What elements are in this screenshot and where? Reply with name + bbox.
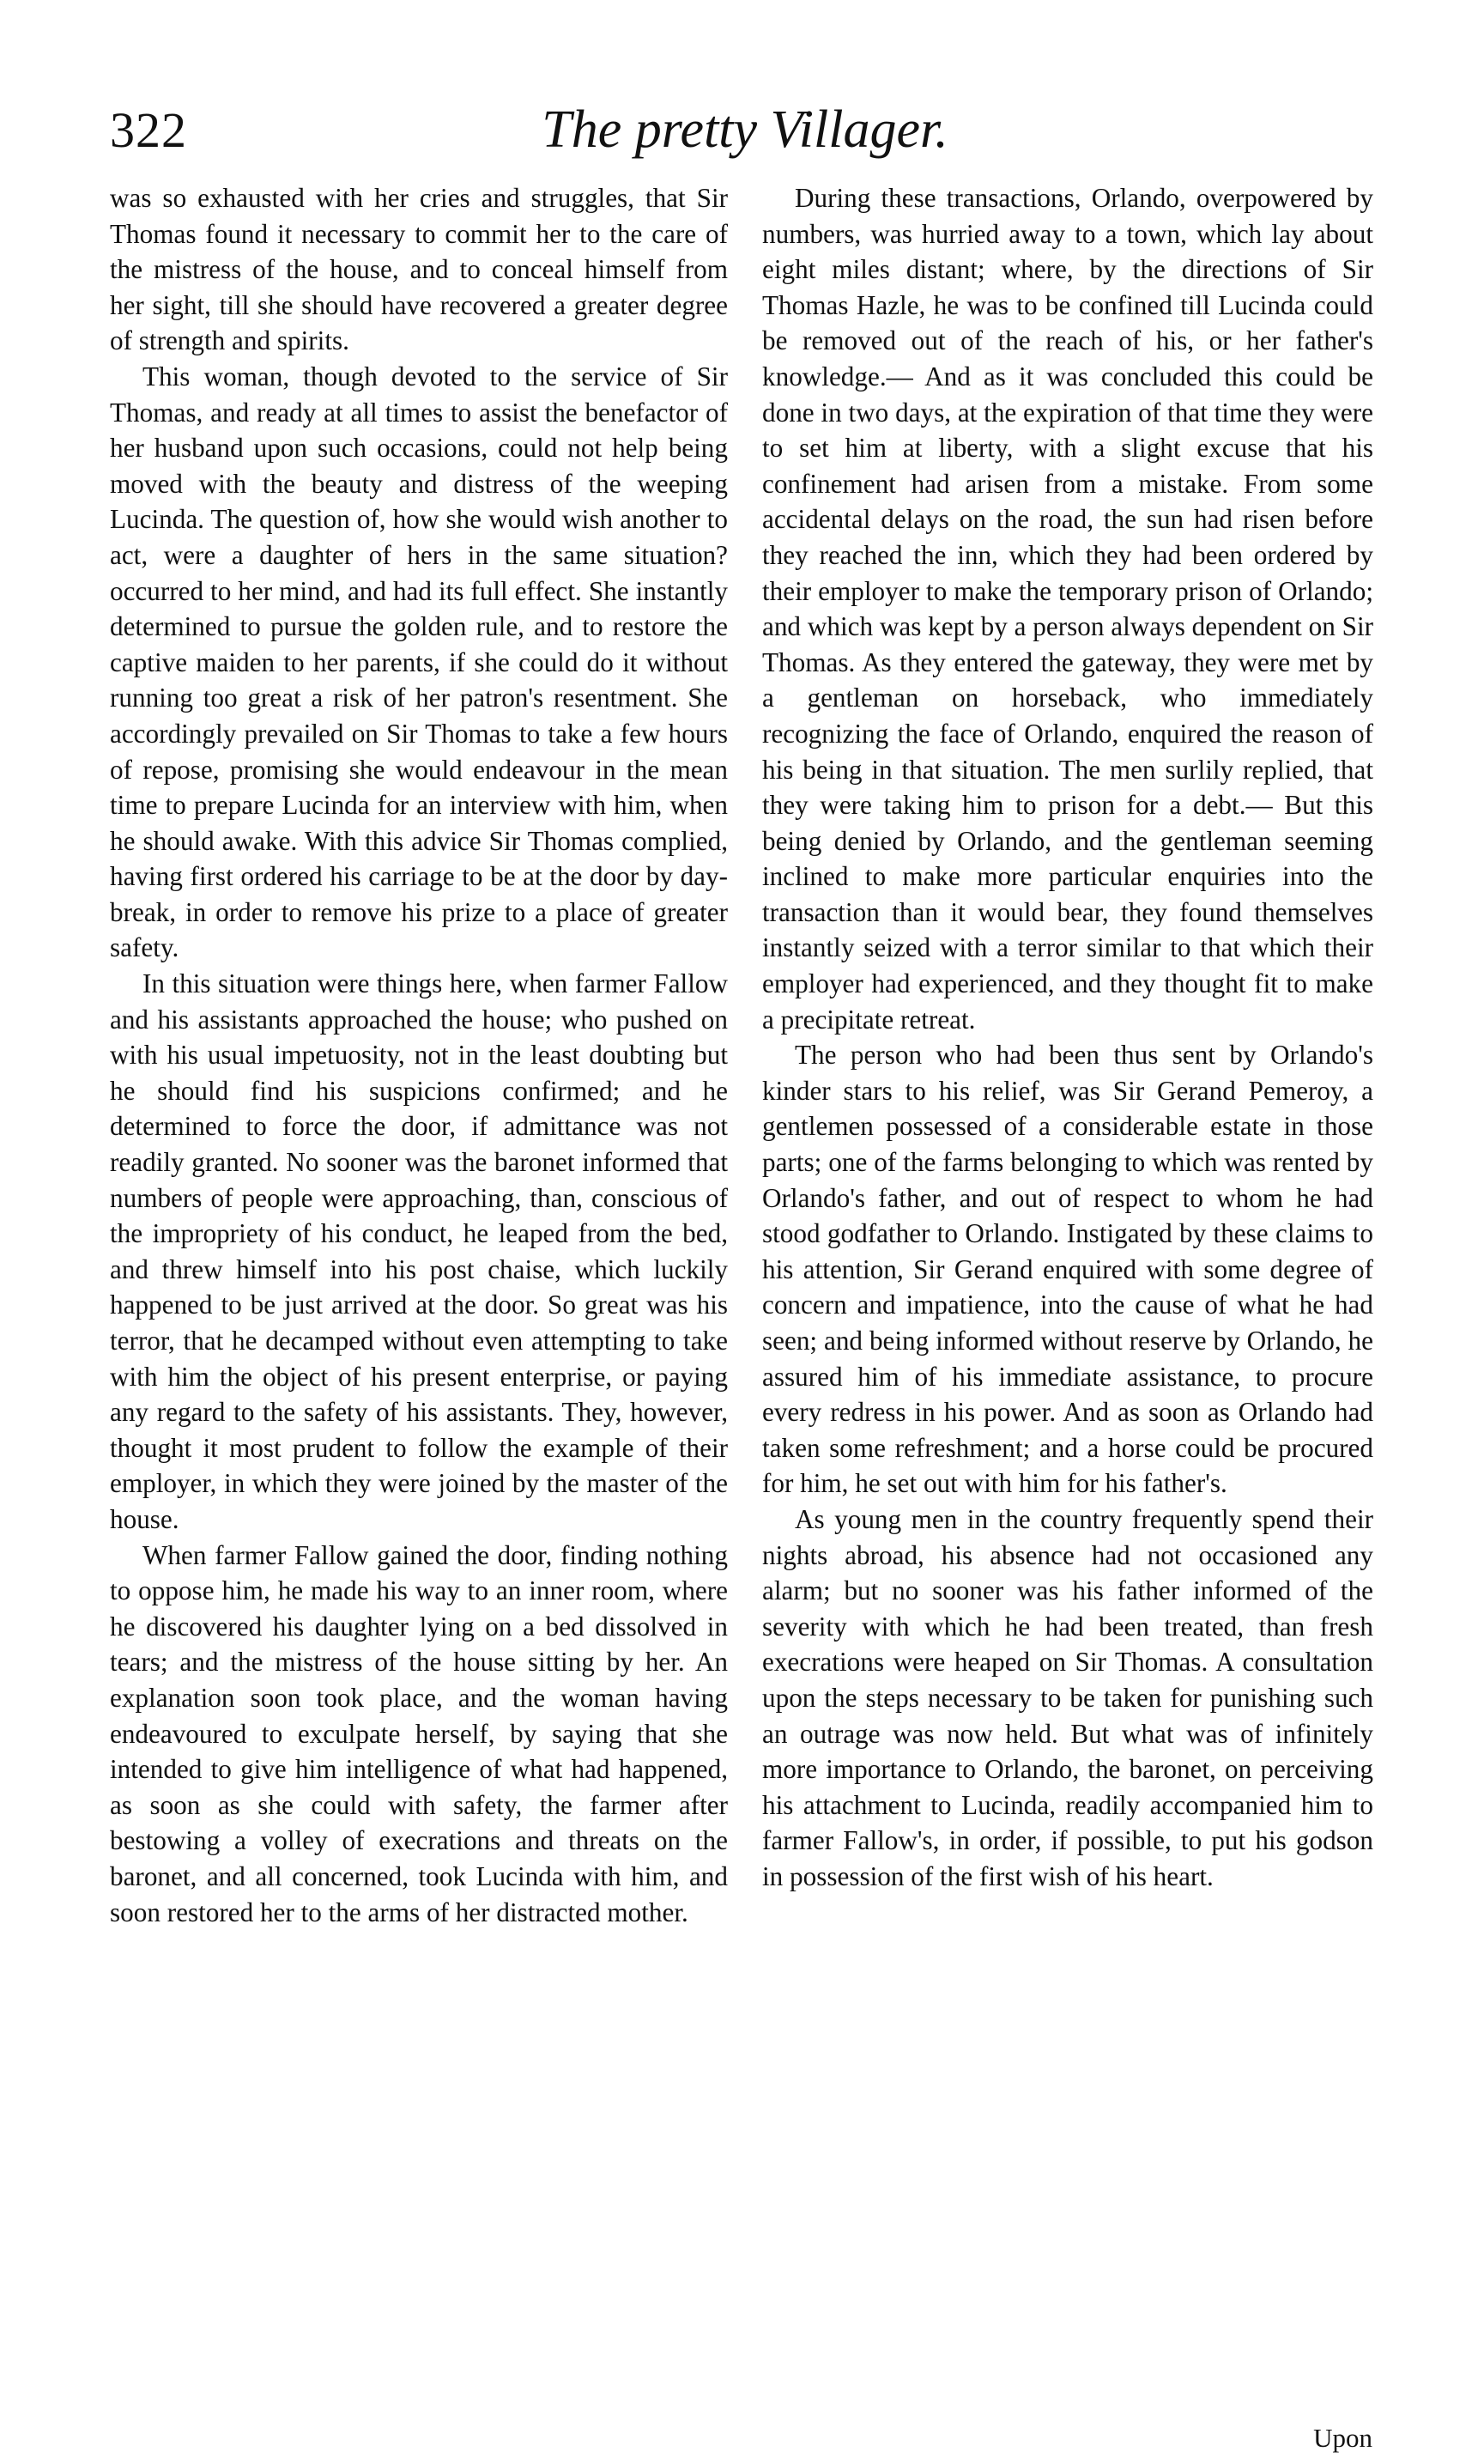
running-title: The pretty Villager. [542, 100, 948, 159]
paragraph: This woman, though devoted to the service of Sir Thomas, and ready at all times to assist the benefactor of her husband upon such occasions, could not help being moved with the beauty and distress of the weeping Lucinda. The question of, how she would wish another to act, were a daughter of hers in the same situation? occurred to her mind, and had its full effect. She instantly determined to pursue the golden rule, and to restore the captive maiden to her parents, if she could do it without running too great a risk of her patron's resentment. She accordingly prevailed on Sir Thomas to take a few hours of repose, promising she would endeavour in the mean time to prepare Lucinda for an interview with him, when he should awake. With this advice Sir Thomas complied, having first ordered his carriage to be at the door by day-break, in order to remove his prize to a place of greater safety. [110, 361, 728, 963]
page-header [110, 101, 1380, 170]
paragraph: In this situation were things here, when farmer Fallow and his assistants approached the house; who pushed on with his usual impetuosity, not in the least doubting but he should find his suspicions confirmed; and he determined to force the door, if admittance was not readily granted. No sooner was the baronet informed that numbers of people were approaching, than, conscious of the impropriety of his conduct, he leaped from the bed, and threw himself into his post chaise, which luckily happened to be just arrived at the door. So great was his terror, that he decamped without even attempting to take with him the object of his present enterprise, or paying any regard to the safety of his assistants. They, however, thought it most prudent to follow the example of their employer, in which they were joined by the master of the house. [110, 968, 728, 1534]
catchword: Upon [1313, 2423, 1372, 2453]
left-column [110, 180, 728, 2430]
paragraph: was so exhausted with her cries and struggles, that Sir Thomas found it necessary to commit her to the care of the mistress of the house, and to conceal himself from her sight, till she should have recovered a greater degree of strength and spirits. [110, 183, 728, 356]
paragraph: During these transactions, Orlando, overpowered by numbers, was hurried away to a town, which lay about eight miles distant; where, by the directions of Sir Thomas Hazle, he was to be confined till Lucinda could be removed out of the reach of his, or her father's knowledge.— And as it was concluded this could be done in two days, at the expiration of that time they were to set him at liberty, with a slight excuse that his confinement had arisen from a mistake. From some accidental delays on the road, the sun had risen before they reached the inn, which they had been ordered by their employer to make the temporary prison of Orlando; and which was kept by a person always dependent on Sir Thomas. As they entered the gateway, they were met by a gentleman on horseback, who immediately recognizing the face of Orlando, enquired the reason of his being in that situation. The men surlily replied, that they were taking him to prison for a debt.— But this being denied by Orlando, and the gentleman seeming inclined to make more particular enquiries into the transaction than it would bear, they found themselves instantly seized with a terror similar to that which their employer had experienced, and they thought fit to make a precipitate retreat. [762, 183, 1373, 1035]
page-number: 322 [110, 102, 187, 158]
paragraph: When farmer Fallow gained the door, finding nothing to oppose him, he made his way to an inner room, where he discovered his daughter lying on a bed dissolved in tears; and the mistress of the house sitting by her. An explanation soon took place, and the woman having endeavoured to exculpate herself, by saying that she intended to give him intelligence of what had happened, as soon as she could with safety, the farmer after bestowing a volley of execrations and threats on the baronet, and all concerned, took Lucinda with him, and soon restored her to the arms of her distracted mother. [110, 1539, 728, 1927]
paragraph: As young men in the country frequently spend their nights abroad, his absence had not occasioned any alarm; but no sooner was his father informed of the severity with which he had been treated, than fresh execrations were heaped on Sir Thomas. A consultation upon the steps necessary to be taken for punishing such an outrage was now held. But what was of infinitely more importance to Orlando, the baronet, on perceiving his attachment to Lucinda, readily accompanied him to farmer Fallow's, in order, if possible, to put his godson in possession of the first wish of his heart. [762, 1503, 1373, 1891]
paragraph: The person who had been thus sent by Orlando's kinder stars to his relief, was Sir Gerand Pemeroy, a gentlemen possessed of a considerable estate in those parts; one of the farms belonging to which was rented by Orlando's father, and out of respect to whom he had stood godfather to Orlando. Instigated by these claims to his attention, Sir Gerand enquired with some degree of concern and impatience, into the cause of what he had seen; and being informed without reserve by Orlando, he assured him of his immediate assistance, to procure every redress in his power. And as soon as Orlando had taken some refreshment; and a horse could be procured for him, he set out with him for his father's. [762, 1040, 1373, 1499]
right-column [762, 180, 1373, 2430]
